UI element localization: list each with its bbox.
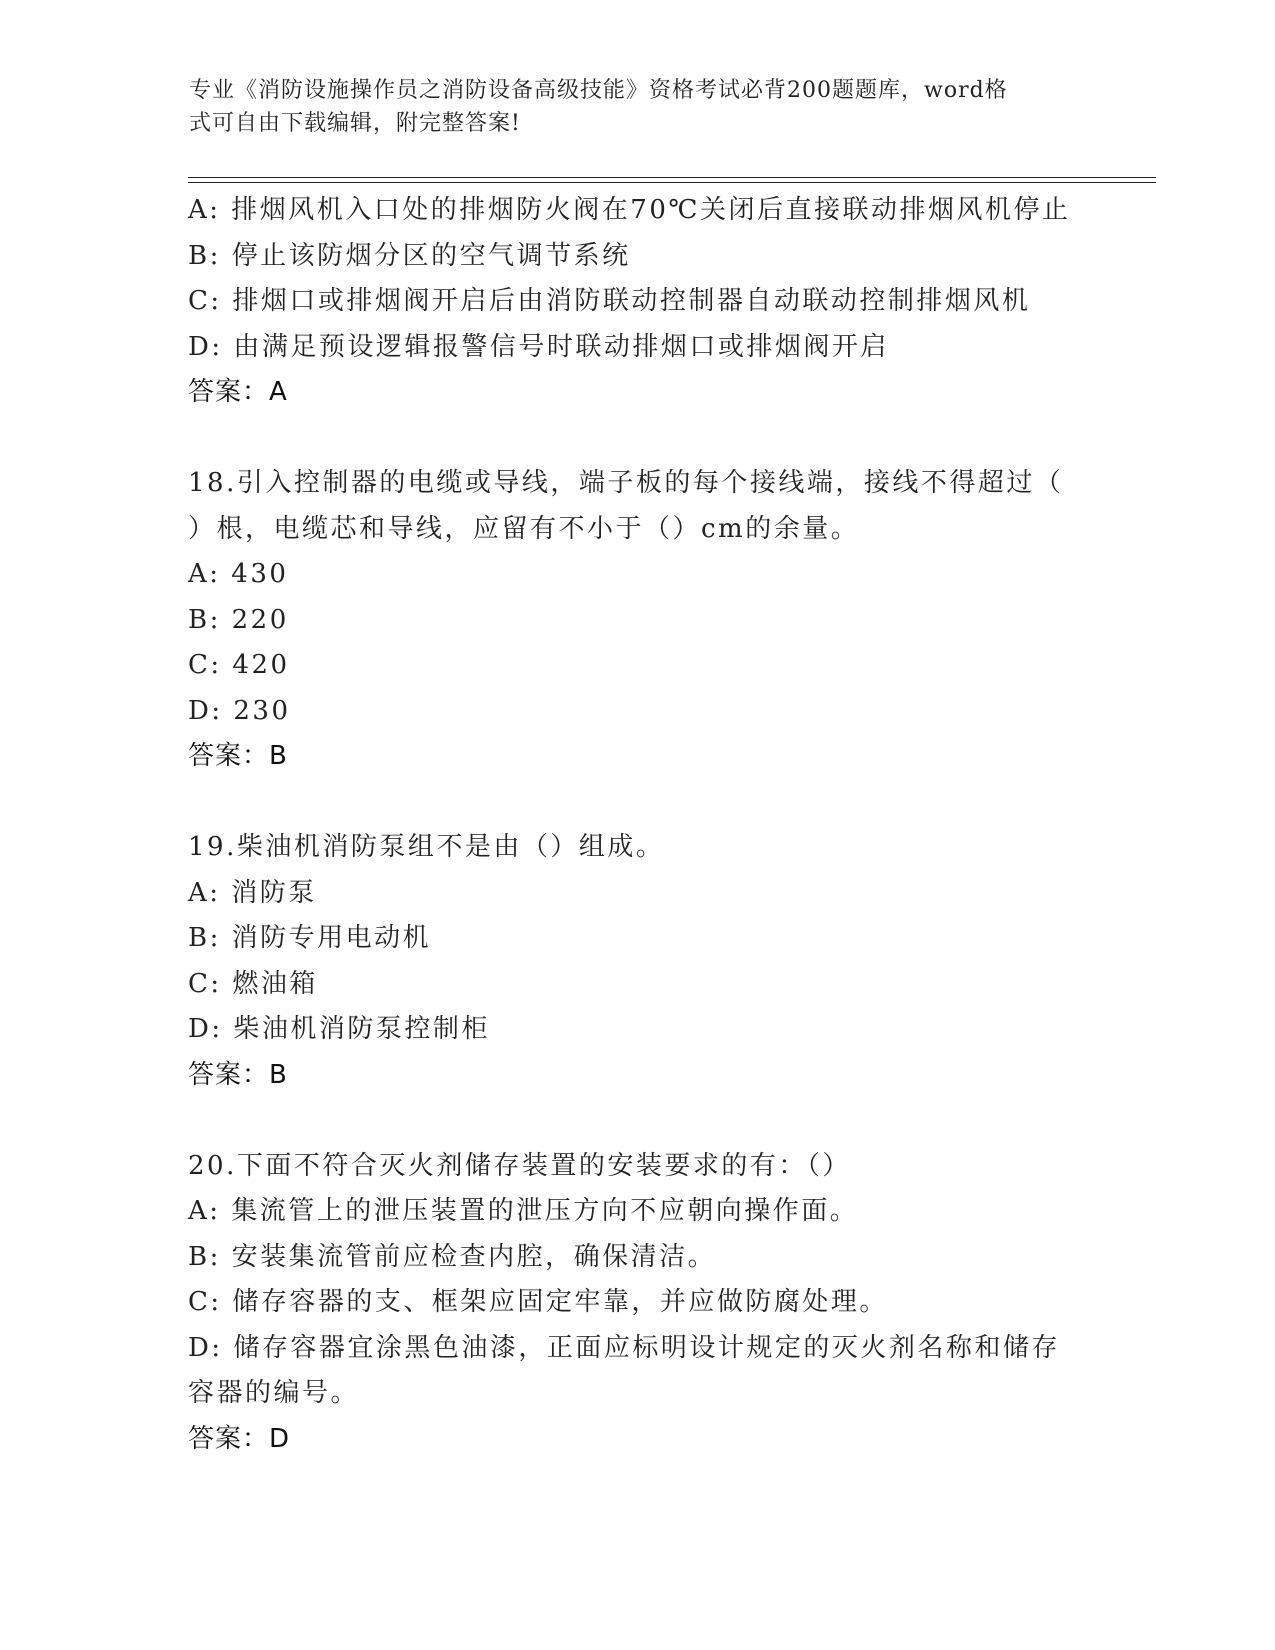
option-c: C: 排烟口或排烟阀开启后由消防联动控制器自动联动控制排烟风机 [188,286,1031,316]
header-line-1: 专业《消防设施操作员之消防设备高级技能》资格考试必背200题题库，word格 [189,78,1008,103]
question-18 [188,461,1088,780]
question-text: 20.下面不符合灭火剂储存装置的安装要求的有：（） [188,1150,851,1181]
option-a: A: 消防泵 [188,877,317,908]
option-d: D: 由满足预设逻辑报警信号时联动排烟口或排烟阀开启 [188,331,889,362]
answer: 答案：B [188,1059,288,1090]
option-c: C: 燃油箱 [188,968,318,999]
question-20 [188,1144,1088,1463]
spacer [188,416,1088,462]
option-b: B: 停止该防烟分区的空气调节系统 [188,240,631,271]
document-header [189,74,1079,140]
question-19 [188,825,1088,1098]
question-text: 19.柴油机消防泵组不是由（）组成。 [188,832,665,862]
question-17 [188,188,1088,416]
option-b: B: 220 [188,604,289,635]
option-a: A: 集流管上的泄压装置的泄压方向不应朝向操作面。 [188,1196,859,1226]
question-text-line-2: ）根，电缆芯和导线，应留有不小于（）cm的余量。 [188,513,860,544]
option-d: D: 230 [188,695,291,726]
option-d: D: 柴油机消防泵控制柜 [188,1014,490,1044]
spacer [188,780,1088,826]
option-a: A: 排烟风机入口处的排烟防火阀在70℃关闭后直接联动排烟风机停止 [188,195,1071,225]
question-text-line-1: 18.引入控制器的电缆或导线，端子板的每个接线端，接线不得超过（ [188,468,1064,498]
question-list [188,188,1088,1462]
answer: 答案：D [188,1423,291,1454]
answer: 答案：A [188,377,288,407]
answer: 答案：B [188,741,288,771]
option-a: A: 430 [188,559,289,589]
option-d-continued: 容器的编号。 [188,1378,360,1408]
header-line-2: 式可自由下载编辑，附完整答案! [189,111,521,136]
option-d: D: 储存容器宜涂黑色油漆，正面应标明设计规定的灭火剂名称和储存 [188,1332,1060,1363]
spacer [188,1098,1088,1144]
option-b: B: 安装集流管前应检查内腔，确保清洁。 [188,1241,717,1272]
option-c: C: 储存容器的支、框架应固定牢靠，并应做防腐处理。 [188,1287,888,1317]
option-c: C: 420 [188,650,290,680]
option-b: B: 消防专用电动机 [188,923,432,953]
header-divider-bottom [188,182,1156,183]
header-divider-top [188,177,1156,178]
